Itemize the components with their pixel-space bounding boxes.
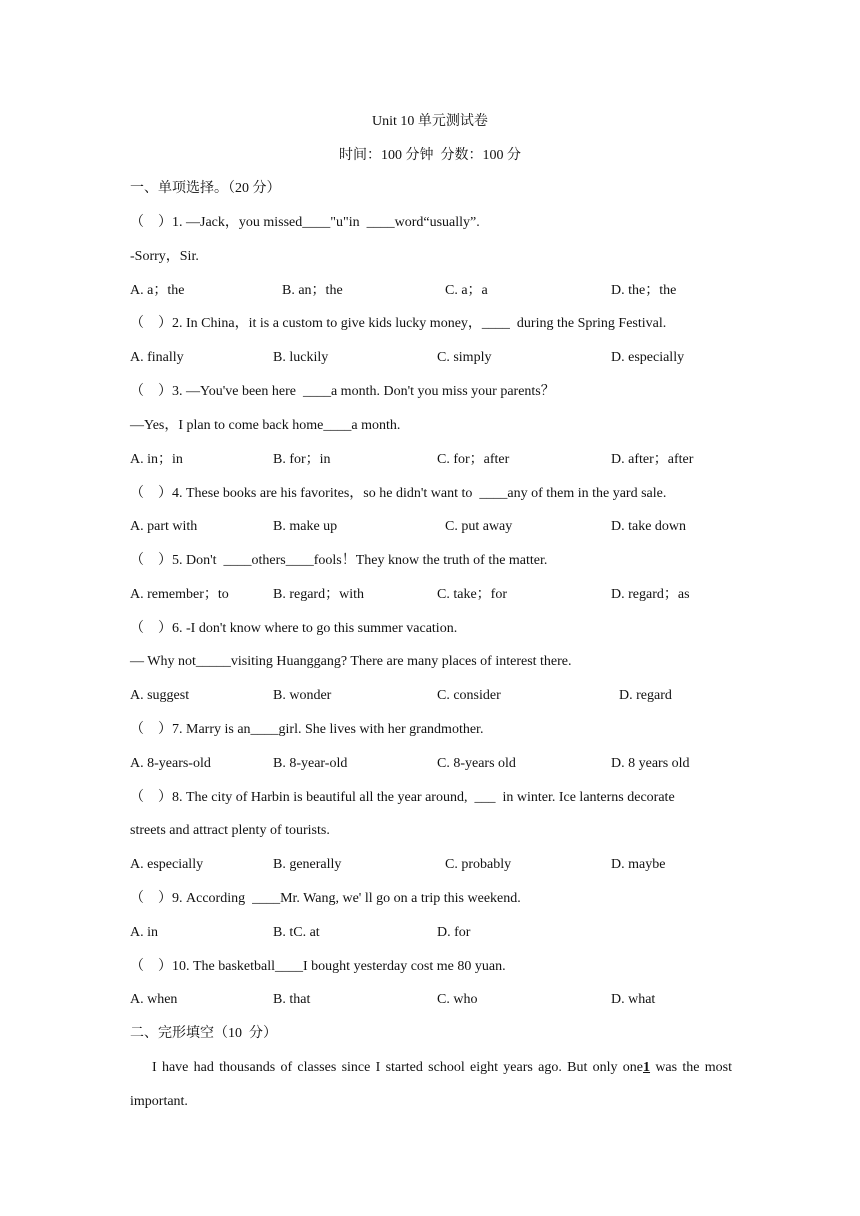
option-a[interactable]: A. remember；to [130, 587, 229, 602]
question-2-options [130, 349, 750, 367]
option-d[interactable]: D. what [611, 992, 656, 1007]
question-1: （ ）1. —Jack，you missed____"u"in ____word“usually”. [130, 215, 480, 230]
option-c[interactable]: C. who [437, 992, 478, 1007]
option-d[interactable]: D. regard [619, 688, 672, 703]
option-c[interactable]: C. simply [437, 350, 492, 365]
option-d[interactable]: D. especially [611, 350, 685, 365]
section-heading-single-choice: 一、单项选择。（20 分） [130, 181, 281, 196]
cloze-passage [130, 1051, 732, 1119]
option-d[interactable]: D. regard；as [611, 587, 690, 602]
option-b[interactable]: B. for；in [273, 452, 331, 467]
question-5: （ ）5. Don't ____others____fools！They know the truth of the matter. [130, 553, 548, 568]
option-d[interactable]: D. the；the [611, 283, 677, 298]
option-c[interactable]: C. 8-years old [437, 756, 516, 771]
option-d[interactable]: D. after；after [611, 452, 694, 467]
option-b[interactable]: B. 8-year-old [273, 756, 348, 771]
question-1-options [130, 282, 750, 300]
option-b[interactable]: B. an；the [282, 283, 343, 298]
question-3: （ ）3. —You've been here ____a month. Don't you miss your parents？ [130, 384, 555, 399]
question-9: （ ）9. According ____Mr. Wang, we' ll go on a trip this weekend. [130, 891, 521, 906]
option-c[interactable]: C. probably [445, 857, 512, 872]
option-d[interactable]: D. 8 years old [611, 756, 690, 771]
option-c[interactable]: C. a；a [445, 283, 488, 298]
question-2: （ ）2. In China，it is a custom to give kids lucky money，____ during the Spring Festival. [130, 316, 667, 331]
option-a[interactable]: A. 8-years-old [130, 756, 211, 771]
question-3-dialogue: —Yes，I plan to come back home____a month. [130, 418, 401, 433]
question-8: （ ）8. The city of Harbin is beautiful all the year around, ___ in winter. Ice lanterns decorate [130, 790, 675, 805]
question-4: （ ）4. These books are his favorites，so he didn't want to ____any of them in the yard sale. [130, 486, 667, 501]
question-6: （ ）6. -I don't know where to go this summer vacation. [130, 621, 458, 636]
question-4-options [130, 518, 750, 536]
question-3-options [130, 451, 750, 469]
question-6-dialogue: — Why not_____visiting Huanggang? There are many places of interest there. [130, 654, 572, 669]
question-1-dialogue: -Sorry，Sir. [130, 249, 199, 264]
option-a[interactable]: A. suggest [130, 688, 190, 703]
page-title: Unit 10 单元测试卷 [372, 114, 488, 129]
option-a[interactable]: A. when [130, 992, 178, 1007]
passage-text-continued: was the most important. [130, 1060, 732, 1109]
question-10: （ ）10. The basketball____I bought yesterday cost me 80 yuan. [130, 959, 506, 974]
option-b[interactable]: B. wonder [273, 688, 332, 703]
option-a[interactable]: A. finally [130, 350, 184, 365]
question-10-options [130, 991, 750, 1009]
option-a[interactable]: A. part with [130, 519, 198, 534]
exam-info: 时间：100 分钟 分数：100 分 [339, 148, 521, 163]
option-a[interactable]: A. especially [130, 857, 204, 872]
passage-text: I have had thousands of classes since I started school eight years ago. But only one [152, 1060, 644, 1075]
option-a[interactable]: A. in [130, 925, 158, 940]
option-d[interactable]: D. maybe [611, 857, 666, 872]
option-b[interactable]: B. luckily [273, 350, 329, 365]
option-d[interactable]: D. for [437, 925, 471, 940]
option-c[interactable]: C. take；for [437, 587, 507, 602]
option-d[interactable]: D. take down [611, 519, 687, 534]
option-b[interactable]: B. tC. at [273, 925, 320, 940]
option-b[interactable]: B. that [273, 992, 311, 1007]
question-5-options [130, 586, 750, 604]
question-9-options [130, 924, 750, 942]
question-7-options [130, 755, 750, 773]
question-7: （ ）7. Marry is an____girl. She lives with her grandmother. [130, 722, 484, 737]
option-b[interactable]: B. make up [273, 519, 338, 534]
option-b[interactable]: B. generally [273, 857, 342, 872]
option-a[interactable]: A. in；in [130, 452, 183, 467]
option-c[interactable]: C. for；after [437, 452, 510, 467]
question-8-options [130, 856, 750, 874]
option-c[interactable]: C. consider [437, 688, 501, 703]
question-6-options [130, 687, 750, 705]
blank-number: 1 [643, 1060, 651, 1075]
option-c[interactable]: C. put away [445, 519, 513, 534]
section-heading-cloze: 二、完形填空（10 分） [130, 1026, 277, 1041]
question-8-continued: streets and attract plenty of tourists. [130, 823, 330, 838]
option-b[interactable]: B. regard；with [273, 587, 364, 602]
option-a[interactable]: A. a；the [130, 283, 185, 298]
